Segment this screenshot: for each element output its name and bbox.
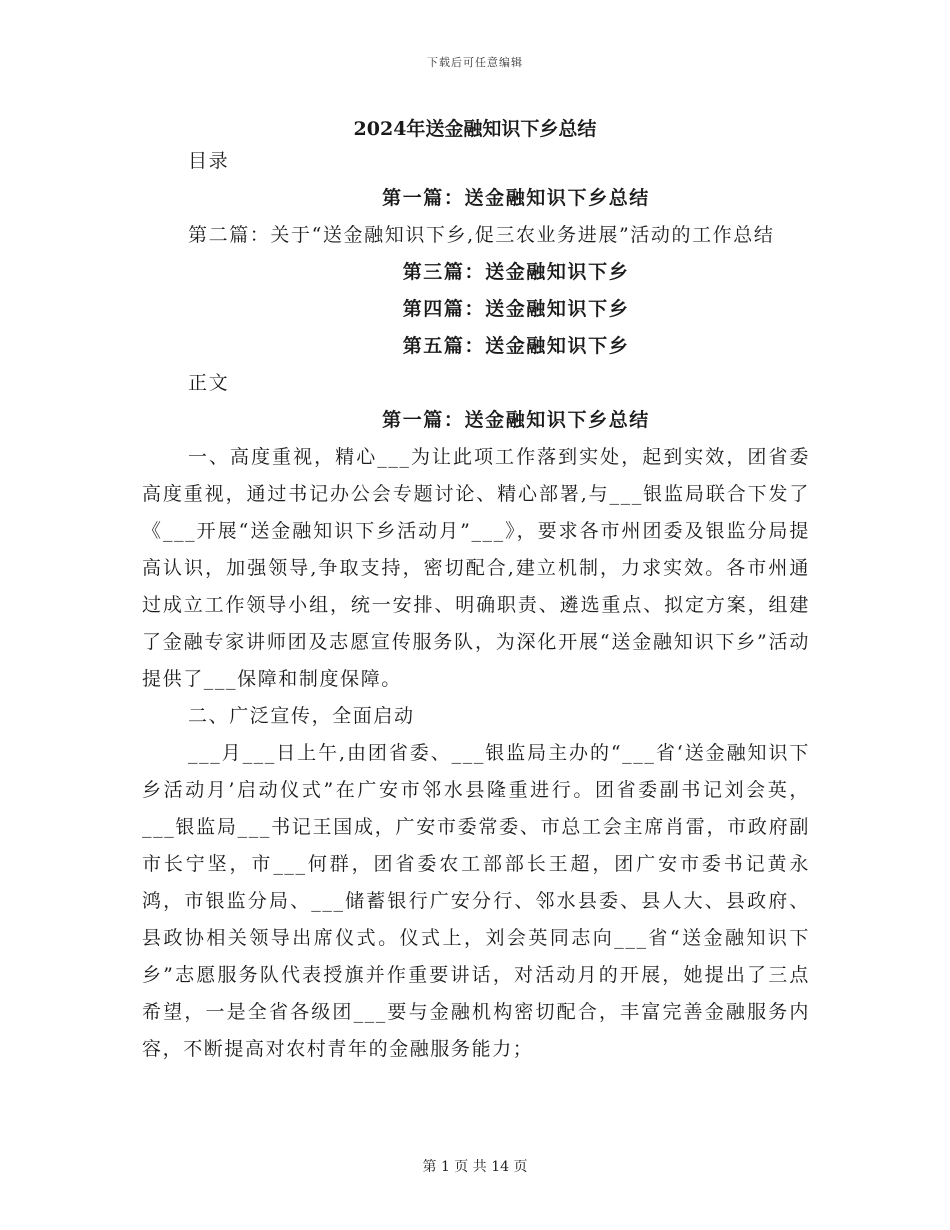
document-title: 2024年送金融知识下乡总结 [353, 118, 597, 140]
section-title: 第一篇：送金融知识下乡总结 [382, 409, 650, 431]
toc-item-2: 第二篇：关于“送金融知识下乡,促三农业务进展”活动的工作总结 [188, 224, 775, 246]
paragraph-1: 一、高度重视，精心___为让此项工作落到实处，起到实效，团省委高度重视，通过书记办公会专题讨论、精心部署,与___银监局联合下发了《___开展“送金融知识下乡活动月”___》，要求各市州团委及银监分局提高认识，加强领导,争取支持，密切配合,建立机制，力求实效。各市州通过成立工作领导小组，统一安排、明确职责、遴选重点、拟定方案，组建了金融专家讲师团及志愿宣传服务队，为深化开展“送金融知识下乡”活动提供了___保障和制度保障。 [142, 446, 810, 690]
toc-item-4: 第四篇：送金融知识下乡 [402, 298, 630, 320]
toc-item-5: 第五篇：送金融知识下乡 [402, 335, 630, 357]
header-note: 下载后可任意编辑 [427, 56, 523, 69]
toc-item-3: 第三篇：送金融知识下乡 [402, 261, 630, 283]
paragraph-2: 二、广泛宣传，全面启动 [188, 705, 415, 727]
document-content [142, 143, 810, 1068]
paragraph-3: ___月___日上午,由团省委、___银监局主办的“___省‘送金融知识下乡活动月’启动仪式”在广安市邻水县隆重进行。团省委副书记刘会英，___银监局___书记王国成，广安市委常委、市总工会主席肖雷，市政府副市长宁坚，市___何群，团省委农工部部长王超，团广安市委书记黄永鸿，市银监分局、___储蓄银行广安分行、邻水县委、县人大、县政府、县政协相关领导出席仪式。仪式上，刘会英同志向___省“送金融知识下乡”志愿服务队代表授旗并作重要讲话，对活动月的开展，她提出了三点希望，一是全省各级团___要与金融机构密切配合，丰富完善金融服务内容，不断提高对农村青年的金融服务能力； [142, 742, 810, 1060]
toc-item-1: 第一篇：送金融知识下乡总结 [382, 187, 650, 209]
page-footer: 第 1 页 共 14 页 [422, 1159, 528, 1175]
body-label: 正文 [188, 372, 230, 394]
toc-label: 目录 [188, 150, 230, 172]
